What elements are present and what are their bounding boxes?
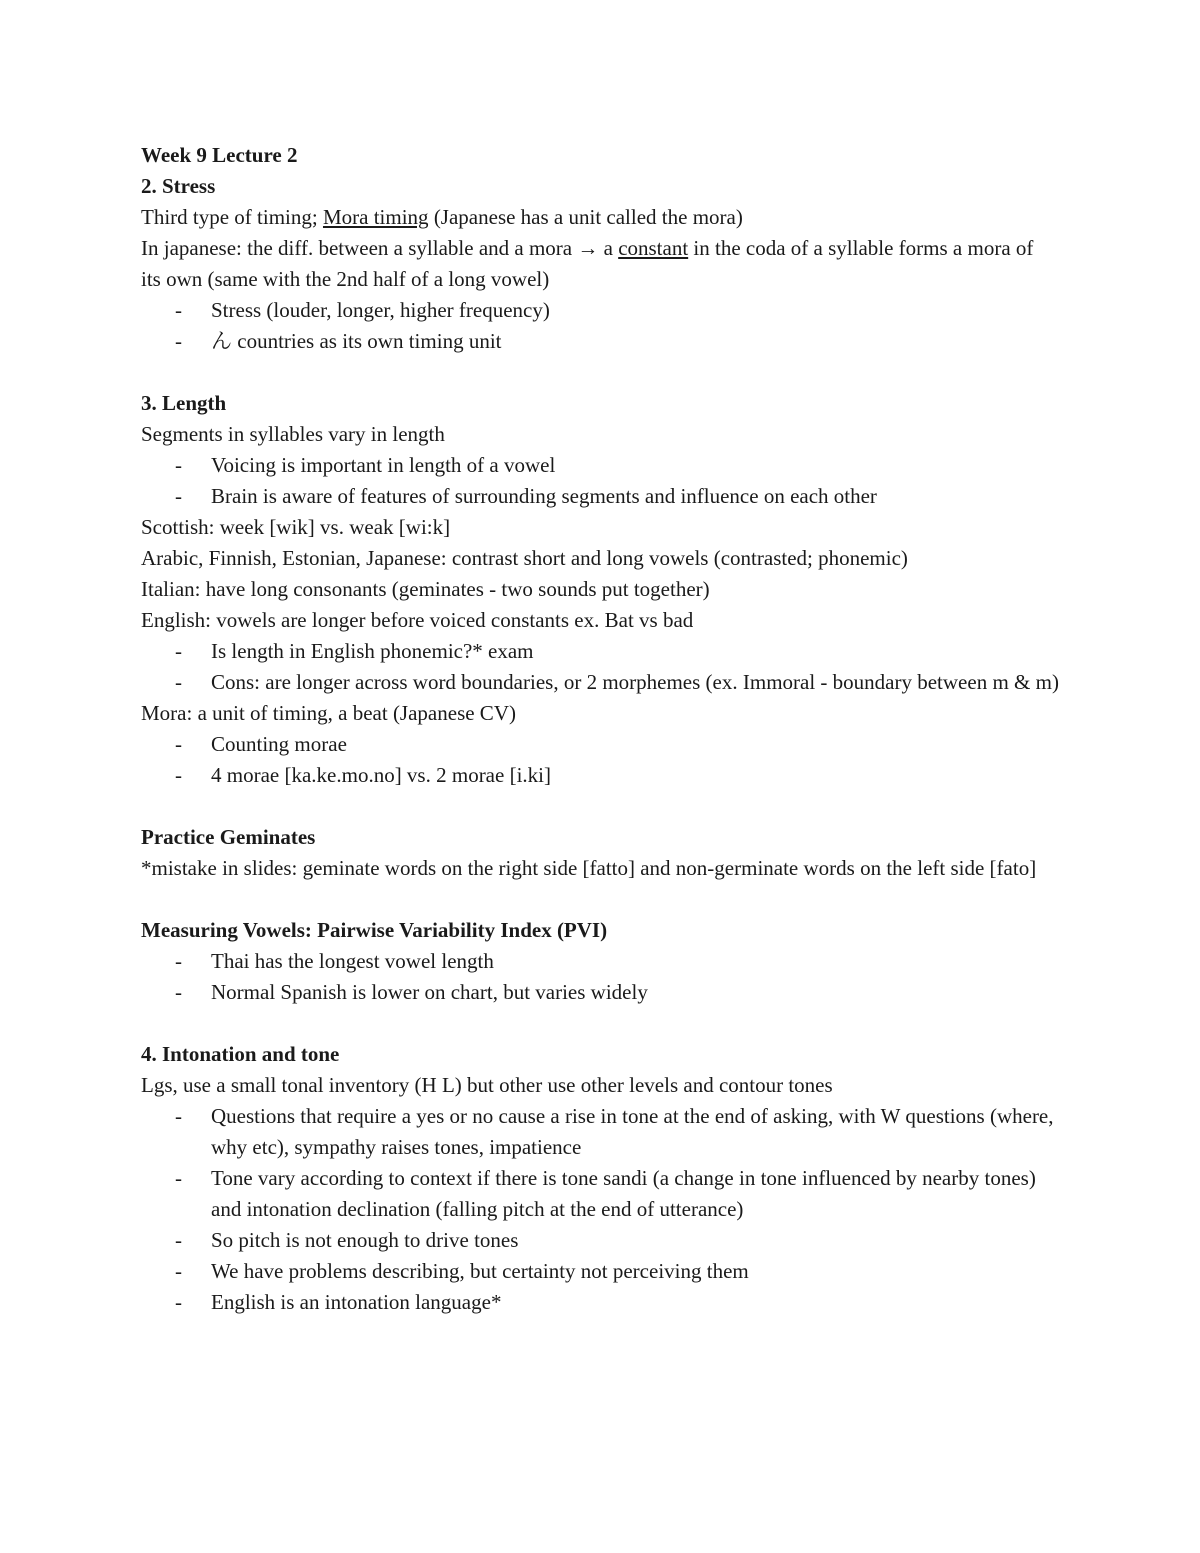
bullet-dash: - bbox=[175, 763, 182, 787]
list-item bbox=[141, 481, 1071, 512]
list-item-text: We have problems describing, but certainty not perceiving them bbox=[211, 1259, 749, 1283]
list-item-text: English is an intonation language* bbox=[211, 1290, 502, 1314]
list-item-text: Thai has the longest vowel length bbox=[211, 949, 494, 973]
italian-line: Italian: have long consonants (geminates - two sounds put together) bbox=[141, 577, 710, 601]
pvi-heading: Measuring Vowels: Pairwise Variability Index (PVI) bbox=[141, 918, 608, 942]
mora-line: Mora: a unit of timing, a beat (Japanese CV) bbox=[141, 701, 516, 725]
spacer bbox=[141, 1008, 1071, 1039]
bullet-dash: - bbox=[175, 732, 182, 756]
geminates-heading: Practice Geminates bbox=[141, 825, 316, 849]
list-item bbox=[141, 1225, 1071, 1256]
bullet-dash: - bbox=[175, 670, 182, 694]
bullet-dash: - bbox=[175, 949, 182, 973]
list-item bbox=[141, 1287, 1071, 1318]
list-item-text: Is length in English phonemic?* exam bbox=[211, 639, 534, 663]
spacer bbox=[141, 884, 1071, 915]
list-item-text: So pitch is not enough to drive tones bbox=[211, 1228, 519, 1252]
list-item bbox=[141, 729, 1071, 760]
stress-line-2-prefix: In japanese: the diff. between a syllable and a mora → a bbox=[141, 236, 619, 260]
list-item-text: Brain is aware of features of surrounding segments and influence on each other bbox=[211, 484, 877, 508]
list-item-text: Questions that require a yes or no cause a rise in tone at the end of asking, with W questions (where, why etc), sympathy raises tones, impatience bbox=[211, 1104, 1054, 1159]
bullet-dash: - bbox=[175, 1166, 182, 1190]
list-item bbox=[141, 1163, 1071, 1225]
english-line: English: vowels are longer before voiced constants ex. Bat vs bad bbox=[141, 608, 694, 632]
list-item bbox=[141, 667, 1071, 698]
bullet-dash: - bbox=[175, 980, 182, 1004]
bullet-dash: - bbox=[175, 639, 182, 663]
list-item-text: Voicing is important in length of a vowel bbox=[211, 453, 556, 477]
list-item bbox=[141, 326, 1071, 357]
bullet-dash: - bbox=[175, 329, 182, 353]
bullet-dash: - bbox=[175, 1259, 182, 1283]
document-page bbox=[141, 140, 1071, 1318]
list-item-text: Cons: are longer across word boundaries, or 2 morphemes (ex. Immoral - boundary between m & m) bbox=[211, 670, 1059, 694]
spacer bbox=[141, 791, 1071, 822]
geminates-text: *mistake in slides: geminate words on the right side [fatto] and non-germinate words on the left side [fato] bbox=[141, 856, 1037, 880]
bullet-dash: - bbox=[175, 298, 182, 322]
spacer bbox=[141, 357, 1071, 388]
list-item bbox=[141, 760, 1071, 791]
list-item bbox=[141, 1256, 1071, 1287]
list-item bbox=[141, 1101, 1071, 1163]
intonation-heading: 4. Intonation and tone bbox=[141, 1042, 340, 1066]
stress-line-1-prefix: Third type of timing; bbox=[141, 205, 323, 229]
length-intro: Segments in syllables vary in length bbox=[141, 422, 445, 446]
stress-heading: 2. Stress bbox=[141, 174, 216, 198]
stress-line-2 bbox=[141, 233, 1051, 295]
bullet-dash: - bbox=[175, 1290, 182, 1314]
length-heading: 3. Length bbox=[141, 391, 227, 415]
list-item bbox=[141, 295, 1071, 326]
stress-line-2-suffix: in the coda of a syllable forms a mora of its own (same with the 2nd half of a long vowel) bbox=[141, 236, 1034, 291]
scottish-line: Scottish: week [wik] vs. weak [wi:k] bbox=[141, 515, 451, 539]
list-item-text: ん countries as its own timing unit bbox=[211, 329, 502, 353]
stress-line-1 bbox=[141, 202, 1071, 233]
intonation-intro: Lgs, use a small tonal inventory (H L) but other use other levels and contour tones bbox=[141, 1073, 833, 1097]
mora-timing-underlined: Mora timing bbox=[322, 205, 429, 229]
list-item bbox=[141, 450, 1071, 481]
bullet-dash: - bbox=[175, 484, 182, 508]
list-item-text: Normal Spanish is lower on chart, but varies widely bbox=[211, 980, 648, 1004]
constant-underlined: constant bbox=[618, 236, 689, 260]
bullet-dash: - bbox=[175, 453, 182, 477]
list-item-text: Stress (louder, longer, higher frequency) bbox=[211, 298, 550, 322]
list-item bbox=[141, 946, 1071, 977]
list-item-text: 4 morae [ka.ke.mo.no] vs. 2 morae [i.ki] bbox=[211, 763, 551, 787]
bullet-dash: - bbox=[175, 1228, 182, 1252]
document-title: Week 9 Lecture 2 bbox=[141, 143, 298, 167]
stress-line-1-suffix: (Japanese has a unit called the mora) bbox=[428, 205, 743, 229]
list-item bbox=[141, 977, 1071, 1008]
bullet-dash: - bbox=[175, 1104, 182, 1128]
list-item-text: Counting morae bbox=[211, 732, 347, 756]
arabic-line: Arabic, Finnish, Estonian, Japanese: contrast short and long vowels (contrasted; phonemic) bbox=[141, 546, 908, 570]
list-item bbox=[141, 636, 1071, 667]
list-item-text: Tone vary according to context if there is tone sandi (a change in tone influenced by nearby tones) and intonation declination (falling pitch at the end of utterance) bbox=[211, 1166, 1036, 1221]
